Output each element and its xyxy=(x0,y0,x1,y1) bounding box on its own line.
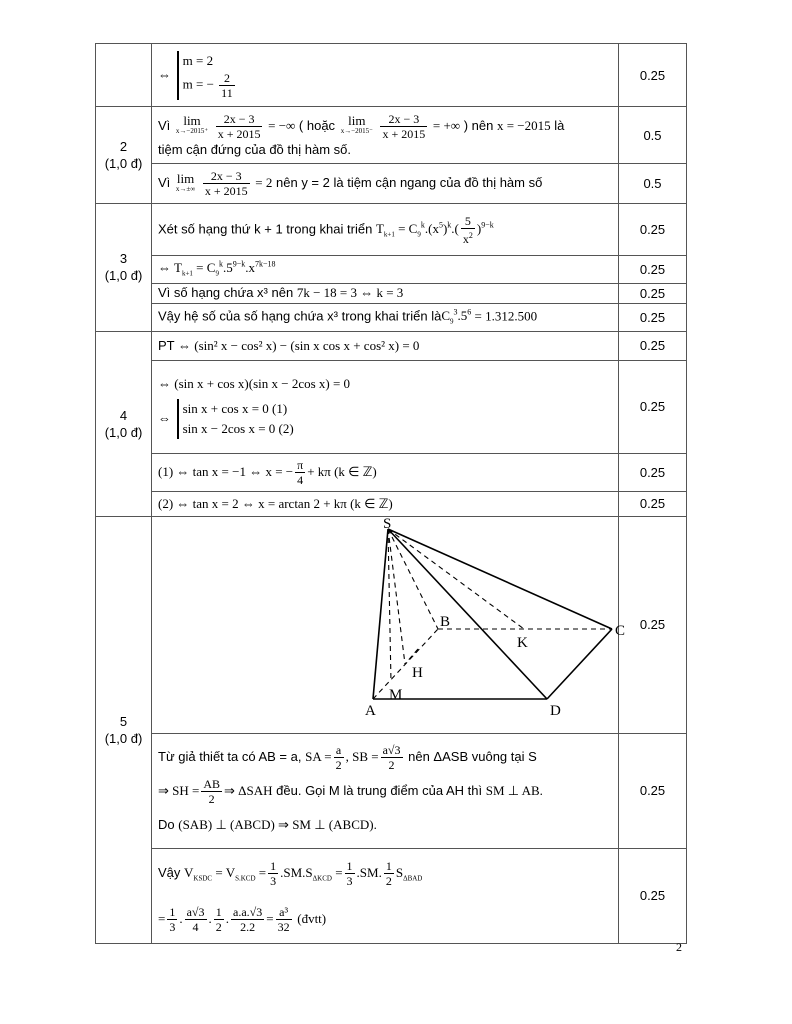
content-cell: Vì số hạng chứa x³ nên 7k − 18 = 3 ⇔ k = 3 xyxy=(152,283,619,303)
fraction: $\frac{1}{2}$ xyxy=(215,904,222,934)
fraction: $\frac{1}{2}$ xyxy=(385,859,392,889)
score-cell: 0.25 xyxy=(619,848,687,943)
fraction: $\frac{1}{3}$ xyxy=(270,859,277,889)
label-S: S xyxy=(383,515,392,532)
fraction: $\frac{AB}{2}$ xyxy=(203,776,221,806)
fraction: $\frac{a√3}{4}$ xyxy=(186,904,205,934)
case-line: m = 2 xyxy=(182,52,214,68)
figure-cell xyxy=(152,515,626,733)
limit: lim x→±∞ xyxy=(175,170,196,193)
content-cell xyxy=(152,256,619,284)
score-cell: 0.25 xyxy=(619,360,687,453)
fraction: $\frac{1}{3}$ xyxy=(169,904,176,934)
score-cell: 0.25 xyxy=(619,516,687,733)
table-row xyxy=(96,453,687,491)
question-number: 3 xyxy=(119,251,128,267)
page-number: 2 xyxy=(676,940,682,954)
question-points: (1,0 đ) xyxy=(104,424,143,440)
question-points: (1,0 đ) xyxy=(104,156,143,171)
content-cell: (1) ⇔ tan x = −1 ⇔ x = − $\frac{\pi}{4}$ + kπ (k ∈ ℤ) xyxy=(152,453,619,491)
question-number: 2 xyxy=(119,139,128,154)
question-points: (1,0 đ) xyxy=(104,730,143,746)
label-K: K xyxy=(517,634,528,651)
content-cell: Vì lim x→±∞ $\frac{2x - 3}{x + 2015}$ = 2 nên y = 2 là tiệm cận ngang của đồ thị hàm số xyxy=(152,164,619,204)
fraction: $\frac{2x - 3}{x + 2015}$ xyxy=(217,111,261,141)
segment-SM xyxy=(388,529,391,682)
label-B: B xyxy=(440,613,451,630)
table-row xyxy=(96,331,687,360)
limit: lim x→−2015⁺ xyxy=(175,113,209,135)
question-points: (1,0 đ) xyxy=(104,268,143,284)
table-row xyxy=(96,360,687,453)
table-row xyxy=(96,164,687,204)
case-system xyxy=(177,51,237,100)
label-D: D xyxy=(550,702,561,719)
edge-DC xyxy=(547,629,612,699)
table-row xyxy=(96,107,687,164)
table-row xyxy=(96,44,687,107)
content-cell xyxy=(152,44,619,107)
label-A: A xyxy=(365,702,376,719)
fraction: $\frac{\text{a³}}{32}$ xyxy=(277,904,290,934)
score-cell: 0.5 xyxy=(619,107,687,164)
binomial-term-formula: $T_{k+1} = C_9^k.(x^5)^k$.( xyxy=(375,220,459,239)
term-simplified: ⇔ $T_{k+1} = C_9^k.5^{9-k}.x^{7k-18}$ xyxy=(158,260,276,278)
case-system: sin x + cos x = 0 (1) sin x − 2cos x = 0 (2) xyxy=(177,399,294,439)
content-cell: Từ giả thiết ta có AB = a, SA = $\frac{a}{2}$ , SB = $\frac{a√3}{2}$ nên ΔASB vuông tại S ⇒ SH = $\frac{AB}{2}$ ⇒ ΔSAH đều. Gọi M là trung điểm của AH thì SM ⊥ AB. Do (SAB) ⊥ (ABCD) ⇒ SM ⊥ (ABCD). xyxy=(152,733,619,848)
fraction: $\frac{a}{2}$ xyxy=(335,742,342,772)
hidden-segment xyxy=(405,649,418,664)
table-row xyxy=(96,733,687,848)
score-cell: 0.25 xyxy=(619,453,687,491)
label-M: M xyxy=(389,686,403,703)
score-cell: 0.25 xyxy=(619,283,687,303)
score-cell: 0.25 xyxy=(619,204,687,256)
score-cell: 0.25 xyxy=(619,491,687,516)
label-C: C xyxy=(615,622,626,639)
fraction: $\frac{2}{11}$ xyxy=(221,70,233,100)
score-cell: 0.25 xyxy=(619,303,687,331)
content-cell: Vậy hệ số của số hạng chứa x³ trong khai triển $làC_9^3.5^6 = 1.312.500$ xyxy=(152,303,619,331)
edge-SB xyxy=(388,529,438,629)
fraction: $\frac{1}{3}$ xyxy=(346,859,353,889)
question-cell xyxy=(96,331,152,516)
question-cell xyxy=(96,204,152,332)
question-cell xyxy=(96,44,152,107)
content-cell: PT ⇔ (sin² x − cos² x) − (sin x cos x + cos² x) = 0 xyxy=(152,331,619,360)
fraction: $\frac{5}{x^2}$ xyxy=(462,213,473,246)
table-row xyxy=(96,283,687,303)
content-cell: Xét số hạng thứ k + 1 trong khai triển $T_{k+1} = C_9^k.(x^5)^k$.( $\frac{5}{x^2}$ )$^{9-k}$ xyxy=(152,204,619,256)
answer-sheet xyxy=(95,43,686,944)
fraction: $\frac{2x - 3}{x + 2015}$ xyxy=(204,169,248,198)
equivalence-symbol: ⇔ xyxy=(158,66,171,82)
edge-SA xyxy=(373,529,388,699)
score-cell: 0.5 xyxy=(619,164,687,204)
table-row xyxy=(96,204,687,256)
question-number: 5 xyxy=(119,713,128,729)
case-line: m = − $\frac{2}{11}$ xyxy=(182,70,233,100)
pyramid-figure xyxy=(152,515,626,728)
table-row xyxy=(96,848,687,943)
fraction: $\frac{a√3}{2}$ xyxy=(382,742,401,772)
fraction: $\frac{\pi}{4}$ xyxy=(297,457,304,487)
limit: lim x→−2015⁻ xyxy=(340,113,373,135)
content-cell: Vì lim x→−2015⁺ $\frac{2x - 3}{x + 2015}$ = −∞ ( hoặc lim x→−2015⁻ $\frac{2x - 3}{x + 2015}$ = +∞ ) nên x = −2015 là tiệm cận đứng của đồ thị hàm số. xyxy=(152,107,619,164)
fraction: $\frac{2x - 3}{x + 2015}$ xyxy=(382,111,426,141)
content-cell: ⇔ (sin x + cos x)(sin x − 2cos x) = 0 ⇔ sin x + cos x = 0 (1) sin x − 2cos x = 0 (2) xyxy=(152,360,619,453)
score-cell: 0.25 xyxy=(619,44,687,107)
question-cell xyxy=(96,107,152,204)
fraction: $\frac{a.a.√3}{2.2}$ xyxy=(233,904,263,934)
score-cell: 0.25 xyxy=(619,256,687,284)
answer-table xyxy=(95,43,687,944)
score-cell: 0.25 xyxy=(619,331,687,360)
content-cell: Vậy $V_{KSDC} = V_{S.KCD}$ = $\frac{1}{3}$ $.SM.S_{\Delta KCD}$ = $\frac{1}{3}$ .SM. $\frac{1}{2}$ $S_{\Delta BAD}$ = $\frac{1}{3}$ . $\frac{a√3}{4}$ . $\frac{1}{2}$ . $\frac{a.a.√3}{2.2}$ = $\frac{\text{a³}}{32}$ (đvtt) xyxy=(152,848,619,943)
table-row xyxy=(96,256,687,284)
table-row xyxy=(96,303,687,331)
table-row xyxy=(96,516,687,733)
segment-SH xyxy=(388,529,405,664)
segment-SK xyxy=(388,529,524,629)
edge-SC xyxy=(388,529,612,629)
label-H: H xyxy=(412,664,423,681)
score-cell: 0.25 xyxy=(619,733,687,848)
content-cell: (2) ⇔ tan x = 2 ⇔ x = arctan 2 + kπ (k ∈ ℤ) xyxy=(152,491,619,516)
question-cell xyxy=(96,516,152,943)
question-number: 4 xyxy=(119,407,128,423)
table-row xyxy=(96,491,687,516)
